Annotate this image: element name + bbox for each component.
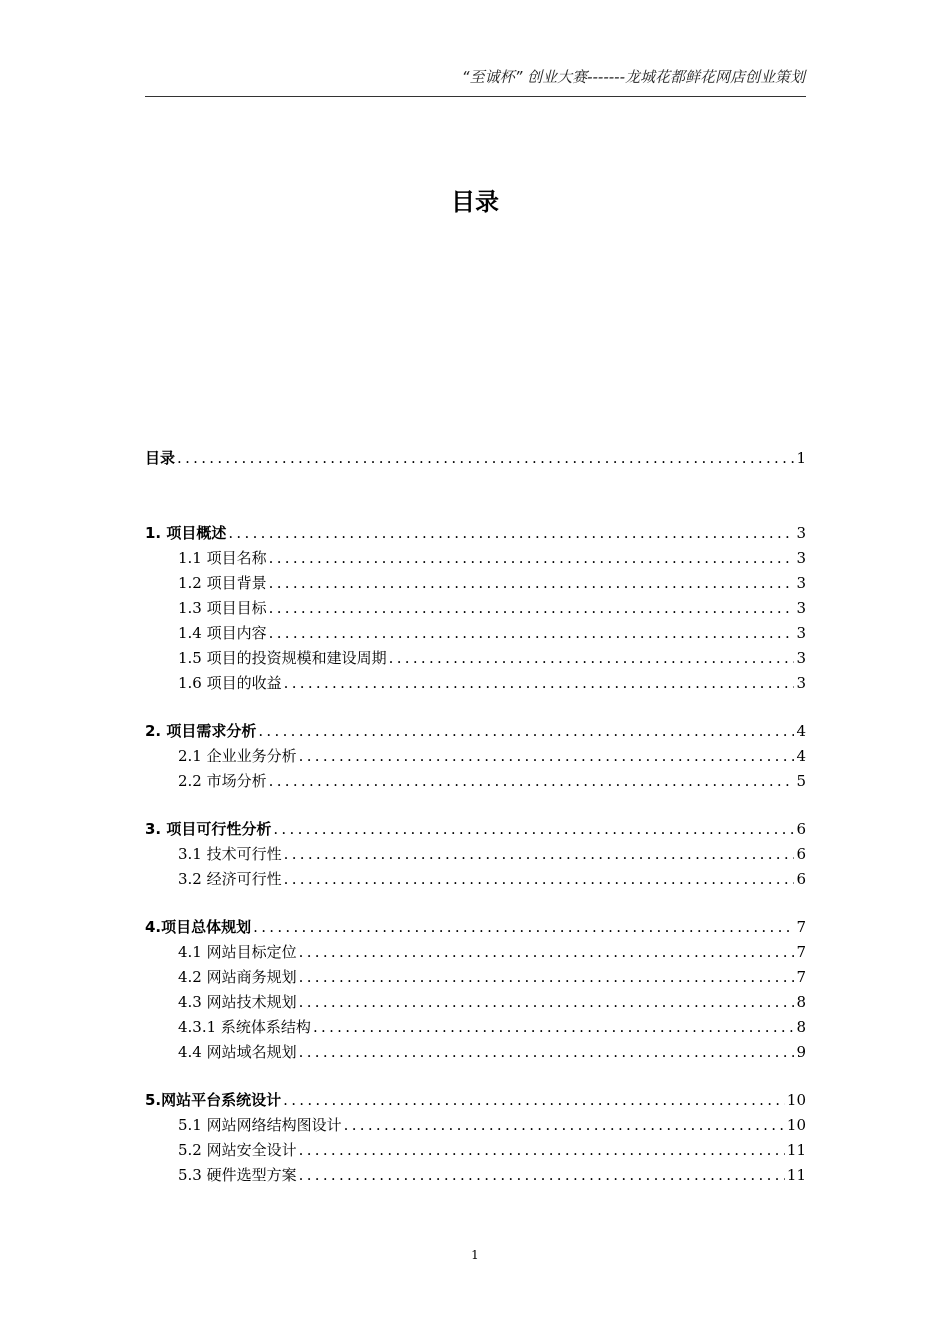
toc-label: 4.4 网站域名规划 <box>178 1043 297 1061</box>
dot-leader <box>284 842 795 867</box>
toc-section <box>145 1088 806 1188</box>
dot-leader <box>299 1138 785 1163</box>
toc-page: 6 <box>796 870 806 888</box>
toc-section <box>145 817 806 892</box>
header-rule <box>145 96 806 97</box>
dot-leader <box>258 719 794 744</box>
dot-leader <box>299 965 795 990</box>
toc-page: 3 <box>796 624 806 642</box>
toc-page: 3 <box>796 524 806 542</box>
toc-label: 5.1 网站网络结构图设计 <box>178 1116 342 1134</box>
dot-leader <box>177 446 794 471</box>
dot-leader <box>273 817 794 842</box>
toc-entry[interactable] <box>145 596 806 621</box>
toc-page: 6 <box>796 845 806 863</box>
running-header: “至诚杯” 创业大赛-------龙城花都鲜花网店创业策划 <box>461 68 805 86</box>
toc-section <box>145 719 806 794</box>
toc-label: 1.6 项目的收益 <box>178 674 282 692</box>
toc-entry[interactable] <box>145 1113 806 1138</box>
toc-heading[interactable] <box>145 817 806 842</box>
dot-leader <box>299 1163 785 1188</box>
toc-page: 10 <box>786 1116 806 1134</box>
dot-leader <box>283 1088 785 1113</box>
toc-entry[interactable] <box>145 646 806 671</box>
toc-entry[interactable] <box>145 621 806 646</box>
toc-label: 4.1 网站目标定位 <box>178 943 297 961</box>
toc-label: 1.5 项目的投资规模和建设周期 <box>178 649 387 667</box>
toc-page: 8 <box>796 993 806 1011</box>
toc-entry[interactable] <box>145 965 806 990</box>
dot-leader <box>299 744 795 769</box>
toc-page: 3 <box>796 549 806 567</box>
dot-leader <box>344 1113 785 1138</box>
toc-page: 11 <box>786 1166 806 1184</box>
toc-entry[interactable] <box>145 990 806 1015</box>
toc-label: 2. 项目需求分析 <box>145 722 257 740</box>
toc-entry[interactable] <box>145 546 806 571</box>
toc-page: 4 <box>796 722 806 740</box>
toc-section <box>145 915 806 1065</box>
toc-page: 3 <box>796 599 806 617</box>
toc-label: 1. 项目概述 <box>145 524 227 542</box>
dot-leader <box>299 990 795 1015</box>
toc-label: 5.3 硬件选型方案 <box>178 1166 297 1184</box>
toc-heading[interactable] <box>145 1088 806 1113</box>
dot-leader <box>299 1040 795 1065</box>
toc-heading[interactable] <box>145 719 806 744</box>
toc-page: 10 <box>786 1091 806 1109</box>
toc-entry[interactable] <box>145 1015 806 1040</box>
toc-entry[interactable] <box>145 571 806 596</box>
toc-page: 7 <box>796 943 806 961</box>
toc-page: 6 <box>796 820 806 838</box>
toc-entry[interactable] <box>145 1040 806 1065</box>
toc-page: 5 <box>796 772 806 790</box>
page-number: 1 <box>471 1248 479 1262</box>
dot-leader <box>269 769 795 794</box>
toc-page: 7 <box>796 968 806 986</box>
toc-page: 1 <box>796 449 806 467</box>
toc-heading[interactable] <box>145 521 806 546</box>
toc-label: 4.项目总体规划 <box>145 918 252 936</box>
toc-entry[interactable] <box>145 867 806 892</box>
toc-label: 3. 项目可行性分析 <box>145 820 272 838</box>
toc-label: 5.2 网站安全设计 <box>178 1141 297 1159</box>
dot-leader <box>269 546 795 571</box>
dot-leader <box>269 571 795 596</box>
toc-label: 1.4 项目内容 <box>178 624 267 642</box>
table-of-contents <box>145 446 806 1188</box>
dot-leader <box>299 940 795 965</box>
toc-entry[interactable] <box>145 940 806 965</box>
toc-page: 9 <box>796 1043 806 1061</box>
toc-entry[interactable] <box>145 1138 806 1163</box>
dot-leader <box>253 915 794 940</box>
toc-page: 3 <box>796 574 806 592</box>
toc-entry[interactable] <box>145 769 806 794</box>
dot-leader <box>269 621 795 646</box>
dot-leader <box>389 646 795 671</box>
toc-label: 4.3.1 系统体系结构 <box>178 1018 311 1036</box>
toc-entry[interactable] <box>145 744 806 769</box>
toc-entry[interactable] <box>145 842 806 867</box>
dot-leader <box>313 1015 795 1040</box>
toc-label: 目录 <box>145 449 176 467</box>
toc-page: 7 <box>796 918 806 936</box>
page-title: 目录 <box>451 188 499 216</box>
dot-leader <box>269 596 795 621</box>
toc-label: 3.2 经济可行性 <box>178 870 282 888</box>
toc-page: 4 <box>796 747 806 765</box>
toc-entry[interactable] <box>145 1163 806 1188</box>
toc-label: 3.1 技术可行性 <box>178 845 282 863</box>
toc-page: 3 <box>796 674 806 692</box>
toc-page: 8 <box>796 1018 806 1036</box>
toc-entry-contents[interactable] <box>145 446 806 471</box>
toc-label: 1.3 项目目标 <box>178 599 267 617</box>
dot-leader <box>284 671 795 696</box>
toc-label: 4.2 网站商务规划 <box>178 968 297 986</box>
toc-heading[interactable] <box>145 915 806 940</box>
toc-label: 2.2 市场分析 <box>178 772 267 790</box>
toc-label: 1.1 项目名称 <box>178 549 267 567</box>
toc-label: 5.网站平台系统设计 <box>145 1091 282 1109</box>
toc-label: 1.2 项目背景 <box>178 574 267 592</box>
toc-entry[interactable] <box>145 671 806 696</box>
dot-leader <box>284 867 795 892</box>
toc-page: 11 <box>786 1141 806 1159</box>
toc-section <box>145 521 806 696</box>
toc-label: 4.3 网站技术规划 <box>178 993 297 1011</box>
dot-leader <box>228 521 794 546</box>
toc-page: 3 <box>796 649 806 667</box>
toc-label: 2.1 企业业务分析 <box>178 747 297 765</box>
